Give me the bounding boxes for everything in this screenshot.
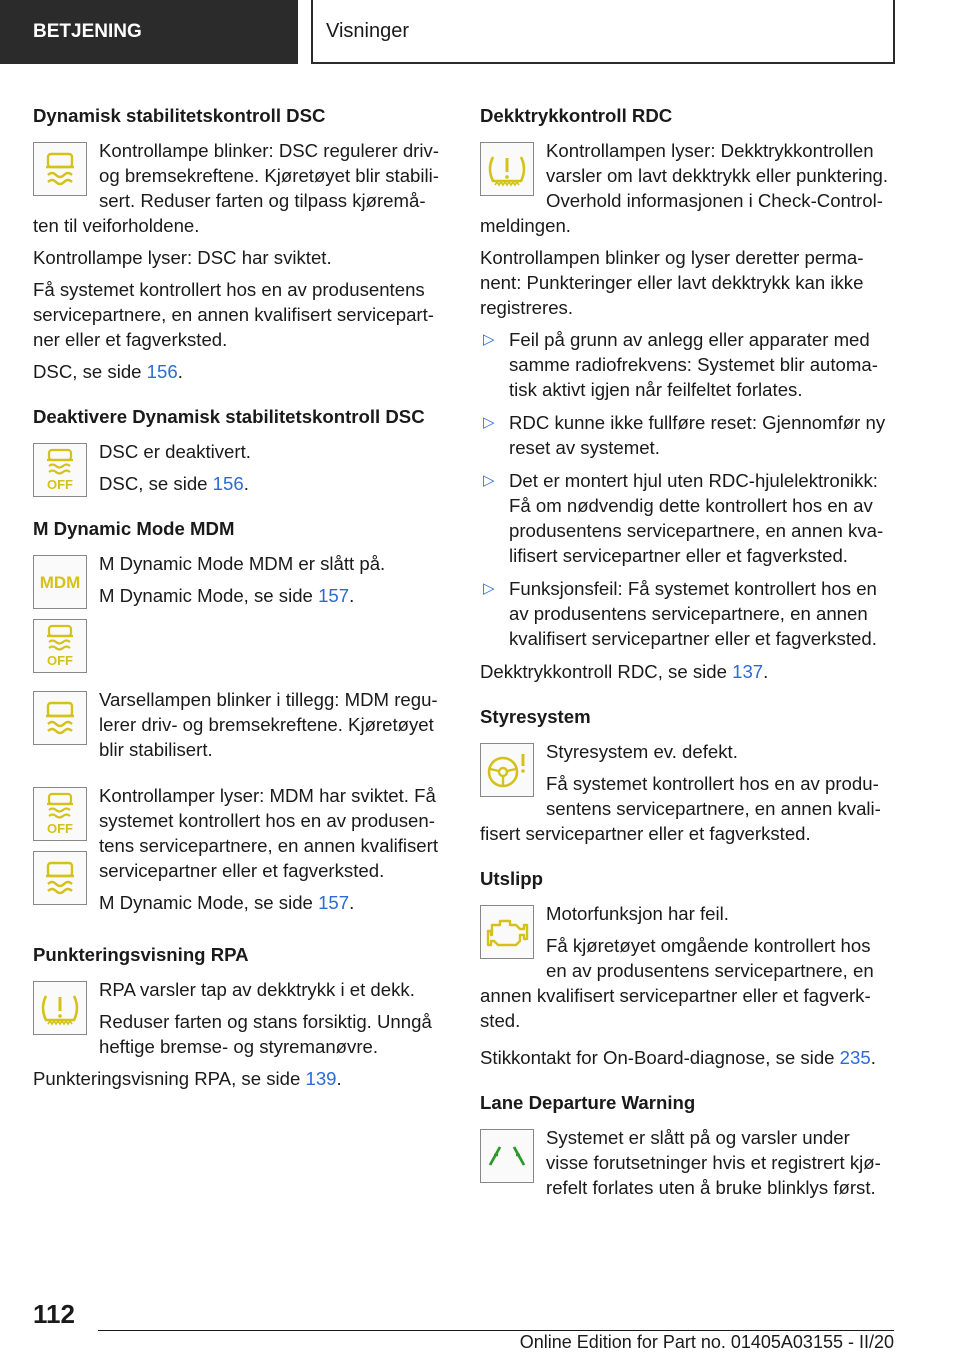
dsc-icon-row bbox=[33, 138, 447, 238]
dsc-off-page-link[interactable]: 156 bbox=[212, 473, 244, 494]
rpa-reference: Punkteringsvisning RPA, se side 139. bbox=[33, 1068, 342, 1089]
svg-text:OFF: OFF bbox=[47, 477, 73, 492]
triangle-bullet-icon: ▷ bbox=[483, 414, 495, 431]
ldw-section bbox=[480, 1090, 895, 1200]
left-column bbox=[33, 103, 447, 1111]
ldw-heading: Lane Departure Warning bbox=[480, 1092, 696, 1113]
mdm-page-link-2[interactable]: 157 bbox=[318, 892, 350, 913]
emission-section bbox=[480, 866, 895, 1070]
dsc-warning-icon bbox=[33, 142, 87, 196]
mdm-section bbox=[33, 516, 447, 922]
dsc-section bbox=[33, 103, 447, 384]
mdm-dsc-icon-row bbox=[33, 687, 447, 769]
dsc-ref-text: DSC, se side bbox=[33, 361, 147, 382]
dsc-text-1: Kontrollampe blinker: DSC regulerer driv- og bremsekreftene. Kjøretøyet blir stabili- sert. Reduser farten og tilpass kjøremå- ten til veiforholdene. bbox=[33, 140, 439, 236]
emission-icon-row bbox=[480, 901, 895, 1033]
dsc-warning-icon bbox=[33, 691, 87, 745]
rdc-ref-text: Dekktrykkontroll RDC, se side bbox=[480, 661, 733, 682]
mdm-icon-row bbox=[33, 551, 447, 608]
mdm-text-1: M Dynamic Mode MDM er slått på. bbox=[99, 553, 386, 574]
dsc-off-section bbox=[33, 404, 447, 496]
emission-reference: Stikkontakt for On-Board-diagnose, se side 235. bbox=[480, 1047, 876, 1068]
rdc-bullet-list bbox=[480, 327, 895, 651]
tire-pressure-warning-icon bbox=[480, 142, 534, 196]
right-column bbox=[480, 103, 895, 1220]
dsc-reference: DSC, se side 156. bbox=[33, 361, 183, 382]
rdc-reference: Dekktrykkontroll RDC, se side 137. bbox=[480, 661, 769, 682]
rdc-page-link[interactable]: 137 bbox=[732, 661, 764, 682]
dsc-off-reference: DSC, se side 156. bbox=[99, 473, 249, 494]
rpa-heading: Punkteringsvisning RPA bbox=[33, 944, 249, 965]
dsc-off-icon-row bbox=[33, 439, 447, 496]
list-item: ▷ RDC kunne ikke fullføre reset: Gjennomfør ny reset av systemet. bbox=[483, 412, 886, 458]
rdc-section bbox=[480, 103, 895, 684]
footer-divider bbox=[98, 1330, 894, 1331]
steering-section bbox=[480, 704, 895, 846]
dsc-page-link[interactable]: 156 bbox=[146, 361, 178, 382]
rdc-text-2: Kontrollampen blinker og lyser deretter perma- nent: Punkteringer eller lavt dekktrykk kan ikke registreres. bbox=[480, 247, 864, 318]
dsc-off-ref-text: DSC, se side bbox=[99, 473, 213, 494]
dsc-off-icon bbox=[33, 787, 87, 841]
steering-text-2: Få systemet kontrollert hos en av produ- sentens servicepartnere, en annen kvali- fisert servicepartner eller et fagverksted. bbox=[480, 773, 881, 844]
steering-warning-icon bbox=[480, 743, 534, 797]
mdm-ref-text: M Dynamic Mode, se side bbox=[99, 585, 319, 606]
section-tab: BETJENING bbox=[0, 0, 298, 64]
rpa-text-1: RPA varsler tap av dekktrykk i et dekk. bbox=[99, 979, 415, 1000]
list-item: ▷ Det er montert hjul uten RDC-hjulelektronikk: Få om nødvendig dette kontrollert hos en av produsentens servicepartnere, en annen kva- lifisert servicepartner eller et fagverksted. bbox=[483, 470, 884, 566]
emission-heading: Utslipp bbox=[480, 868, 544, 889]
ldw-text-1: Systemet er slått på og varsler under visse forutsetninger hvis et registrert kjø- refelt forlates uten å bruke blinklys først. bbox=[546, 1127, 881, 1198]
dsc-heading: Dynamisk stabilitetskontroll DSC bbox=[33, 105, 326, 126]
dsc-text-2: Kontrollampe lyser: DSC har sviktet. bbox=[33, 247, 332, 268]
emission-page-link[interactable]: 235 bbox=[839, 1047, 871, 1068]
mdm-text-2: Varsellampen blinker i tillegg: MDM regu- lerer driv- og bremsekreftene. Kjøretøyet blir stabilisert. bbox=[99, 689, 438, 760]
triangle-bullet-icon: ▷ bbox=[483, 580, 495, 597]
page-header bbox=[0, 0, 960, 64]
page-number: 112 bbox=[33, 1299, 75, 1329]
rpa-ref-text: Punkteringsvisning RPA, se side bbox=[33, 1068, 306, 1089]
steering-text-1: Styresystem ev. defekt. bbox=[546, 741, 738, 762]
triangle-bullet-icon: ▷ bbox=[483, 472, 495, 489]
steering-icon-row bbox=[480, 739, 895, 846]
engine-check-icon bbox=[480, 905, 534, 959]
mdm-reference-2: M Dynamic Mode, se side 157. bbox=[99, 892, 355, 913]
mdm-page-link[interactable]: 157 bbox=[318, 585, 350, 606]
list-item: ▷ Feil på grunn av anlegg eller apparater med samme radiofrekvens: Systemet blir automa- tisk aktivt igjen når feilfeltet forlates. bbox=[483, 329, 878, 400]
rpa-page-link[interactable]: 139 bbox=[305, 1068, 337, 1089]
rpa-text-2: Reduser farten og stans forsiktig. Unngå heftige bremse- og styremanøvre. bbox=[99, 1011, 432, 1057]
rdc-icon-row bbox=[480, 138, 895, 238]
list-item: ▷ Funksjonsfeil: Få systemet kontrollert hos en av produsentens servicepartnere, en annen kvalifisert servicepartner eller et fagverksted. bbox=[483, 578, 877, 649]
rdc-heading: Dekktrykkontroll RDC bbox=[480, 105, 673, 126]
mdm-reference: M Dynamic Mode, se side 157. bbox=[99, 585, 355, 606]
triangle-bullet-icon: ▷ bbox=[483, 331, 495, 348]
rpa-section bbox=[33, 942, 447, 1091]
rdc-text-1: Kontrollampen lyser: Dekktrykkontrollen varsler om lavt dekktrykk eller punktering. Overhold informasjonen i Check-Control- meldingen. bbox=[480, 140, 889, 236]
dsc-off-icon bbox=[33, 619, 87, 673]
mdm-icon bbox=[33, 555, 87, 609]
mdm-heading: M Dynamic Mode MDM bbox=[33, 518, 235, 539]
dsc-off-icon bbox=[33, 443, 87, 497]
dsc-warning-icon bbox=[33, 851, 87, 905]
svg-text:OFF: OFF bbox=[47, 653, 73, 668]
edition-note: Online Edition for Part no. 01405A03155 - II/20 bbox=[519, 1332, 894, 1352]
dsc-text-3: Få systemet kontrollert hos en av produsentens servicepartnere, en annen kvalifisert servicepart- ner eller et fagverksted. bbox=[33, 279, 434, 350]
ldw-icon-row bbox=[480, 1125, 895, 1200]
dsc-off-heading: Deaktivere Dynamisk stabilitetskontroll DSC bbox=[33, 406, 425, 427]
chapter-title: Visninger bbox=[311, 0, 895, 64]
mdm-ref2-text: M Dynamic Mode, se side bbox=[99, 892, 319, 913]
steering-heading: Styresystem bbox=[480, 706, 591, 727]
emission-ref-text: Stikkontakt for On-Board-diagnose, se side bbox=[480, 1047, 840, 1068]
emission-text-2: Få kjøretøyet omgående kontrollert hos en av produsentens servicepartnere, en annen kvalifisert servicepartner eller et fagverk- sted. bbox=[480, 935, 874, 1031]
svg-text:OFF: OFF bbox=[47, 821, 73, 836]
mdm-text-3: Kontrollamper lyser: MDM har sviktet. Få systemet kontrollert hos en av produsen- tens servicepartnere, en annen kvalifisert servicepartner eller et fagverksted. bbox=[99, 785, 438, 881]
lane-departure-icon bbox=[480, 1129, 534, 1183]
mdm-dsc-off-icon-row bbox=[33, 615, 447, 675]
tire-pressure-warning-icon bbox=[33, 981, 87, 1035]
mdm-fault-icon-row bbox=[33, 783, 447, 922]
dsc-off-text: DSC er deaktivert. bbox=[99, 441, 251, 462]
svg-text:MDM: MDM bbox=[39, 573, 81, 592]
rpa-icon-row bbox=[33, 977, 447, 1059]
emission-text-1: Motorfunksjon har feil. bbox=[546, 903, 729, 924]
